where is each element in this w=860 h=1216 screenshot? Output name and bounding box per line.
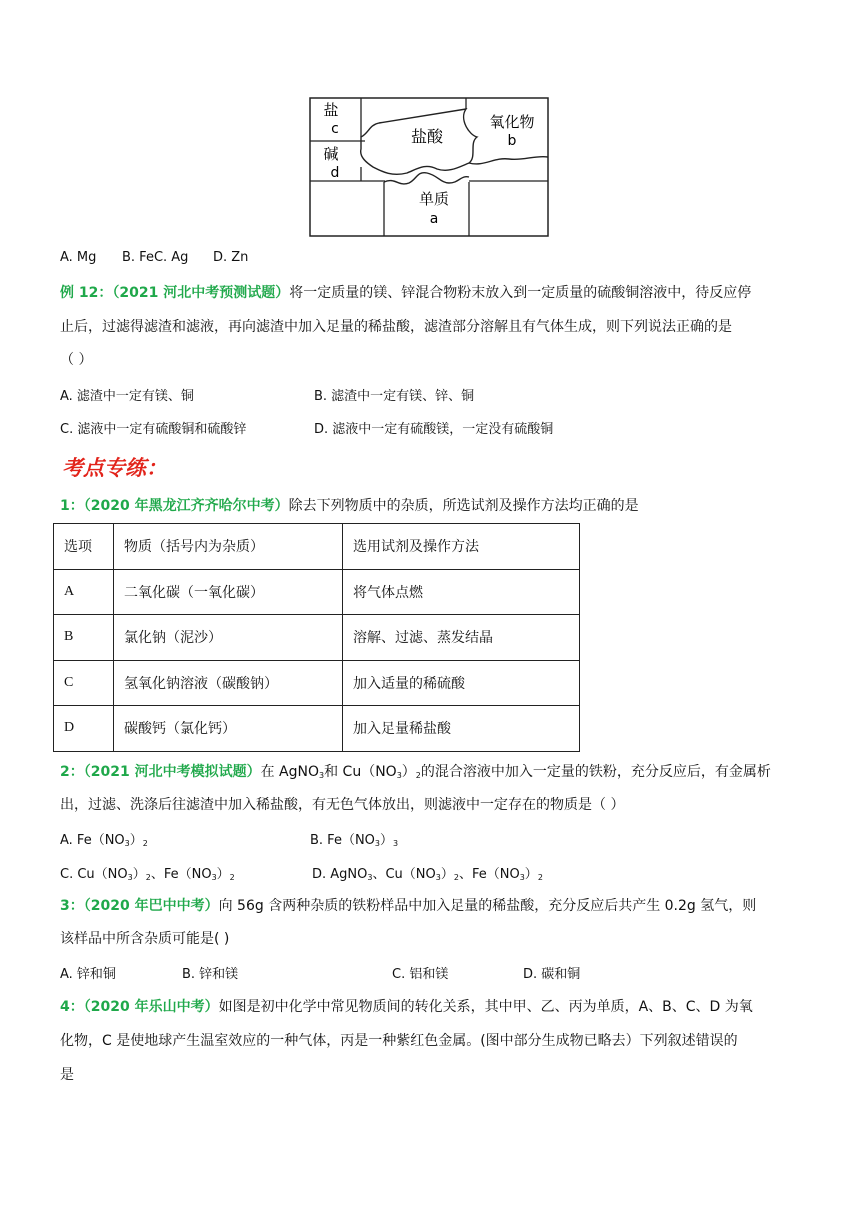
- table-cell: 氢氧化钠溶液（碳酸钠）: [114, 660, 343, 706]
- q2-text: 在 AgNO: [260, 764, 319, 780]
- example-12-option-a: A. 滤渣中一定有镁、铜: [60, 389, 194, 404]
- oxide-letter: b: [507, 133, 517, 149]
- q3-line-2: 该样品中所含杂质可能是( ): [60, 931, 230, 947]
- acid-label: 盐酸: [410, 127, 444, 146]
- q4-text: 如图是初中化学中常见物质间的转化关系，其中甲、乙、丙为单质，A、B、C、D 为氧: [218, 999, 753, 1015]
- q4-source: （2020 年乐山中考）: [83, 999, 219, 1015]
- prev-option-b: B. FeC. Ag: [122, 250, 189, 265]
- oxide-label: 氧化物: [489, 113, 535, 131]
- subscript: 3: [374, 839, 380, 848]
- table-cell: C: [54, 660, 114, 706]
- table-cell: D: [54, 706, 114, 752]
- table-cell: 加入足量稀盐酸: [343, 706, 580, 752]
- table-header-cell: 选项: [54, 524, 114, 570]
- option-text: ）: [129, 833, 143, 848]
- subscript: 3: [367, 873, 373, 882]
- q2-text: 和 Cu（NO: [324, 764, 397, 780]
- table-row: [54, 706, 580, 752]
- q1-stem: [60, 496, 639, 516]
- option-text: 、Fe（NO: [458, 867, 520, 882]
- option-text: 、Fe（NO: [150, 867, 212, 882]
- salt-letter: c: [331, 121, 339, 137]
- subscript: 3: [127, 873, 133, 882]
- q2-option-b: [310, 829, 398, 848]
- q2-text: 的混合溶液中加入一定量的铁粉，充分反应后，有金属析: [420, 764, 771, 780]
- q4-number: 4：: [60, 999, 84, 1015]
- option-text: D. AgNO: [312, 867, 368, 882]
- subscript: 3: [393, 839, 399, 848]
- q2-line-1: [60, 762, 771, 786]
- substance-puzzle-diagram: [309, 97, 549, 237]
- example-12-text-1: 将一定质量的镁、锌混合物粉末放入到一定质量的硫酸铜溶液中，待反应停: [289, 285, 752, 301]
- q3-text: 向 56g 含两种杂质的铁粉样品中加入足量的稀盐酸，充分反应后共产生 0.2g 氢气，则: [218, 898, 757, 914]
- element-label: 单质: [418, 190, 450, 208]
- example-12-paren: （ ）: [60, 352, 93, 368]
- subscript: 2: [142, 839, 148, 848]
- subscript: 3: [319, 771, 325, 780]
- example-12-line-1: [60, 283, 751, 303]
- example-12-option-d: D. 滤液中一定有硫酸镁，一定没有硫酸铜: [314, 422, 554, 437]
- option-text: ）: [216, 867, 230, 882]
- option-text: ）: [380, 833, 394, 848]
- option-text: ）: [132, 867, 146, 882]
- q1-number: 1：: [60, 498, 84, 514]
- q4-line-2: 化物，C 是使地球产生温室效应的一种气体，丙是一种紫红色金属。(图中部分生成物已略去）下列叙述错误的: [60, 1033, 738, 1049]
- option-text: ）: [524, 867, 538, 882]
- table-cell: 将气体点燃: [343, 569, 580, 615]
- q2-option-a: [60, 829, 148, 848]
- table-header-row: [54, 524, 580, 570]
- option-text: ）: [440, 867, 454, 882]
- table-row: [54, 569, 580, 615]
- table-cell: 氯化钠（泥沙）: [114, 615, 343, 661]
- subscript: 3: [211, 873, 217, 882]
- q3-option-b: B. 锌和镁: [182, 967, 239, 982]
- table-header-cell: 物质（括号内为杂质）: [114, 524, 343, 570]
- q3-option-a: A. 锌和铜: [60, 967, 116, 982]
- table-cell: 加入适量的稀硫酸: [343, 660, 580, 706]
- q3-option-d: D. 碳和铜: [523, 967, 581, 982]
- example-12-line-2: 止后，过滤得滤渣和滤液，再向滤渣中加入足量的稀盐酸，滤渣部分溶解且有气体生成，则下列说法正确的是: [60, 319, 732, 335]
- q2-option-d: [312, 863, 543, 882]
- q3-number: 3：: [60, 898, 84, 914]
- q1-table: [53, 523, 580, 752]
- example-12-label: 例 12：: [60, 285, 113, 301]
- table-row: [54, 615, 580, 661]
- option-text: A. Fe（NO: [60, 833, 125, 848]
- subscript: 2: [453, 873, 459, 882]
- subscript: 2: [415, 771, 421, 780]
- subscript: 2: [145, 873, 151, 882]
- table-cell: 溶解、过滤、蒸发结晶: [343, 615, 580, 661]
- table-cell: 碳酸钙（氯化钙）: [114, 706, 343, 752]
- salt-label: 盐: [323, 101, 339, 119]
- table-header-cell: 选用试剂及操作方法: [343, 524, 580, 570]
- element-letter: a: [429, 211, 439, 227]
- q2-number: 2：: [60, 764, 84, 780]
- base-letter: d: [330, 165, 340, 181]
- table-cell: 二氧化碳（一氧化碳）: [114, 569, 343, 615]
- q2-option-c: [60, 863, 235, 882]
- q2-text: ）: [401, 764, 416, 780]
- prev-option-a: A. Mg: [60, 250, 97, 265]
- subscript: 3: [435, 873, 441, 882]
- q2-line-2: 出，过滤、洗涤后往滤渣中加入稀盐酸，有无色气体放出，则滤液中一定存在的物质是（ ）: [60, 797, 625, 813]
- prev-option-d: D. Zn: [213, 250, 249, 265]
- option-text: C. Cu（NO: [60, 867, 128, 882]
- table-cell: B: [54, 615, 114, 661]
- q3-option-c: C. 铝和镁: [392, 967, 449, 982]
- table-row: [54, 660, 580, 706]
- example-12-option-c: C. 滤液中一定有硫酸铜和硫酸锌: [60, 422, 247, 437]
- table-cell: A: [54, 569, 114, 615]
- section-title: 考点专练：: [62, 455, 167, 480]
- example-12-option-b: B. 滤渣中一定有镁、锌、铜: [314, 389, 475, 404]
- q4-line-1: [60, 997, 753, 1017]
- q1-text: 除去下列物质中的杂质，所选试剂及操作方法均正确的是: [288, 498, 639, 514]
- subscript: 3: [396, 771, 402, 780]
- option-text: 、Cu（NO: [372, 867, 436, 882]
- option-text: B. Fe（NO: [310, 833, 375, 848]
- subscript: 2: [537, 873, 543, 882]
- q1-source: （2020 年黑龙江齐齐哈尔中考）: [83, 498, 289, 514]
- q3-source: （2020 年巴中中考）: [83, 898, 219, 914]
- q3-line-1: [60, 896, 756, 916]
- base-label: 碱: [323, 145, 339, 163]
- subscript: 3: [519, 873, 525, 882]
- q4-line-3: 是: [60, 1067, 74, 1083]
- q2-source: （2021 河北中考模拟试题）: [83, 764, 261, 780]
- subscript: 3: [124, 839, 130, 848]
- subscript: 2: [229, 873, 235, 882]
- example-12-source: （2021 河北中考预测试题）: [112, 285, 290, 301]
